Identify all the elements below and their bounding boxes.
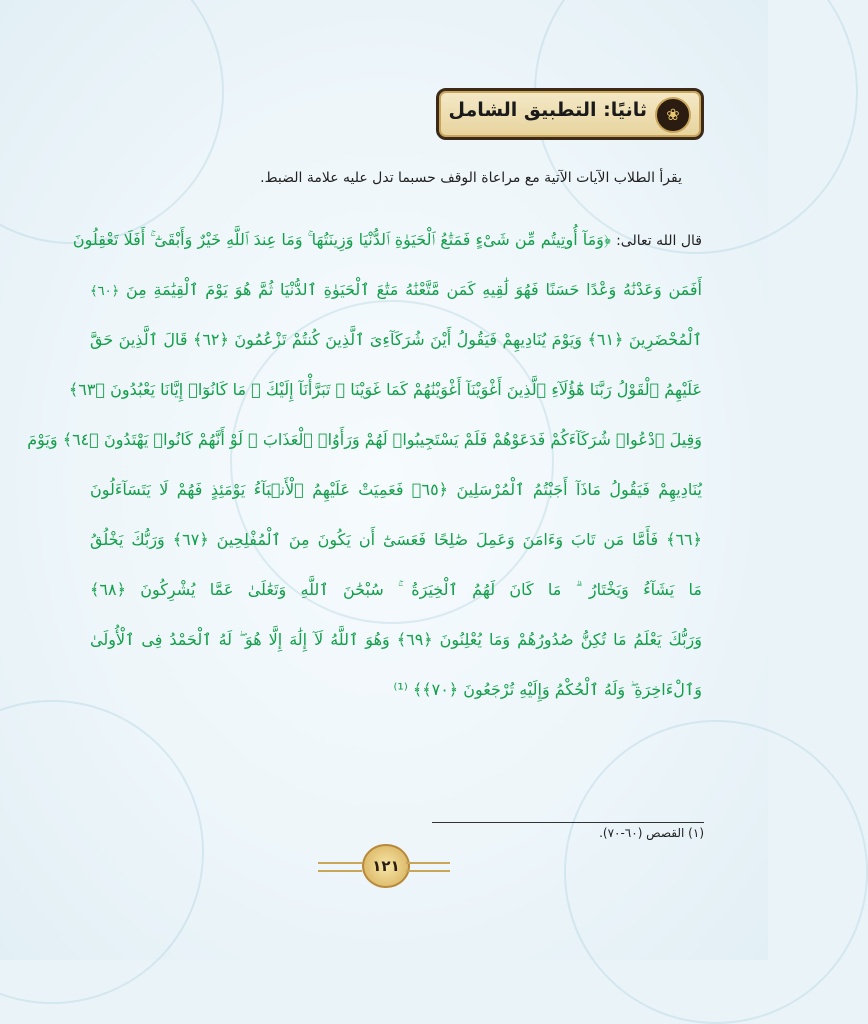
verse-line [90,318,702,368]
section-title: ثانيًا: التطبيق الشامل [448,99,647,121]
section-header [436,88,704,140]
ayah-number-marker: ﴿٦٠﴾ [90,284,120,299]
verse-text: وَٱلْءَاخِرَةِ ۖ وَلَهُ ٱلْحُكْمُ وَإِلَيْهِ تُرْجَعُونَ ﴿٧٠﴾﴾ ⁽¹⁾ [393,680,702,699]
verse-text: ﴿٦٦﴾ فَأَمَّا مَن تَابَ وَءَامَنَ وَعَمِلَ صَٰلِحًا فَعَسَىٰٓ أَن يَكُونَ مِنَ ٱلْمُفْلِحِينَ ﴿٦٧﴾ وَرَبُّكَ يَخْلُقُ [90,530,703,549]
ornament-line [318,862,362,872]
verse-text: وَقِيلَ ٱدْعُوا۟ شُرَكَآءَكُمْ فَدَعَوْهُمْ فَلَمْ يَسْتَجِيبُوا۟ لَهُمْ وَرَأَوُا۟ ٱلْعَذَابَ ۚ لَوْ أَنَّهُمْ كَانُوا۟ يَهْتَدُونَ ﴿٦٤﴾ وَيَوْمَ [27,430,702,449]
verse-text: ٱلْمُحْضَرِينَ ﴿٦١﴾ وَيَوْمَ يُنَادِيهِمْ فَيَقُولُ أَيْنَ شُرَكَآءِىَ ٱلَّذِينَ كُنتُمْ تَزْعُمُونَ ﴿٦٢﴾ قَالَ ٱلَّذِينَ حَقَّ [90,330,702,349]
page-number: ١٢١ [362,844,410,888]
flower-emblem-icon: ❀ [655,97,691,133]
verse-line [90,568,702,618]
background-ornament [564,720,868,1024]
ornament-line [406,862,450,872]
verse-intro-label: قال الله تعالى: [616,233,702,249]
verse-line [90,468,702,518]
verse-line [90,618,702,668]
verse-line [68,368,702,418]
footnote-divider [432,822,704,823]
page-number-badge [318,844,450,886]
quran-verses-block [27,218,703,718]
verse-text: ﴿وَمَآ أُوتِيتُم مِّن شَىْءٍ فَمَتَٰعُ ٱلْحَيَوٰةِ ٱلدُّنْيَا وَزِينَتُهَا ۚ وَمَا عِندَ ٱللَّهِ خَيْرٌ وَأَبْقَىٰٓ ۚ أَفَلَا تَعْقِلُونَ [72,230,611,249]
verse-line [90,668,702,718]
footnote: (١) القصص (٦٠-٧٠). [599,826,704,840]
verse-text: وَرَبُّكَ يَعْلَمُ مَا تُكِنُّ صُدُورُهُمْ وَمَا يُعْلِنُونَ ﴿٦٩﴾ وَهُوَ ٱللَّهُ لَآ إِلَٰهَ إِلَّا هُوَ ۖ لَهُ ٱلْحَمْدُ فِى ٱلْأُولَىٰ [90,630,703,649]
verse-line [90,518,702,568]
verse-line [90,268,702,318]
verse-line [72,218,702,268]
verse-line [27,418,702,468]
verse-text: عَلَيْهِمُ ٱلْقَوْلُ رَبَّنَا هَٰٓؤُلَآءِ ٱلَّذِينَ أَغْوَيْنَآ أَغْوَيْنَٰهُمْ كَمَا غَوَيْنَا ۖ تَبَرَّأْنَآ إِلَيْكَ ۖ مَا كَانُوٓا۟ إِيَّانَا يَعْبُدُونَ ﴿٦٣﴾ [68,380,702,399]
instruction-text: يقرأ الطلاب الآيات الآتية مع مراعاة الوقف حسبما تدل عليه علامة الضبط. [260,170,682,186]
verse-text: أَفَمَن وَعَدْنَٰهُ وَعْدًا حَسَنًا فَهُوَ لَٰقِيهِ كَمَن مَّتَّعْنَٰهُ مَتَٰعَ ٱلْحَيَوٰةِ ٱلدُّنْيَا ثُمَّ هُوَ يَوْمَ ٱلْقِيَٰمَةِ مِنَ [126,280,702,299]
verse-text: مَا يَشَآءُ وَيَخْتَارُ ۗ مَا كَانَ لَهُمُ ٱلْخِيَرَةُ ۚ سُبْحَٰنَ ٱللَّهِ وَتَعَٰلَىٰ عَمَّا يُشْرِكُونَ ﴿٦٨﴾ [90,580,702,599]
verse-text: يُنَادِيهِمْ فَيَقُولُ مَاذَآ أَجَبْتُمُ ٱلْمُرْسَلِينَ ﴿٦٥﴾ فَعَمِيَتْ عَلَيْهِمُ ٱلْأَنۢبَآءُ يَوْمَئِذٍ فَهُمْ لَا يَتَسَآءَلُونَ [90,480,703,499]
